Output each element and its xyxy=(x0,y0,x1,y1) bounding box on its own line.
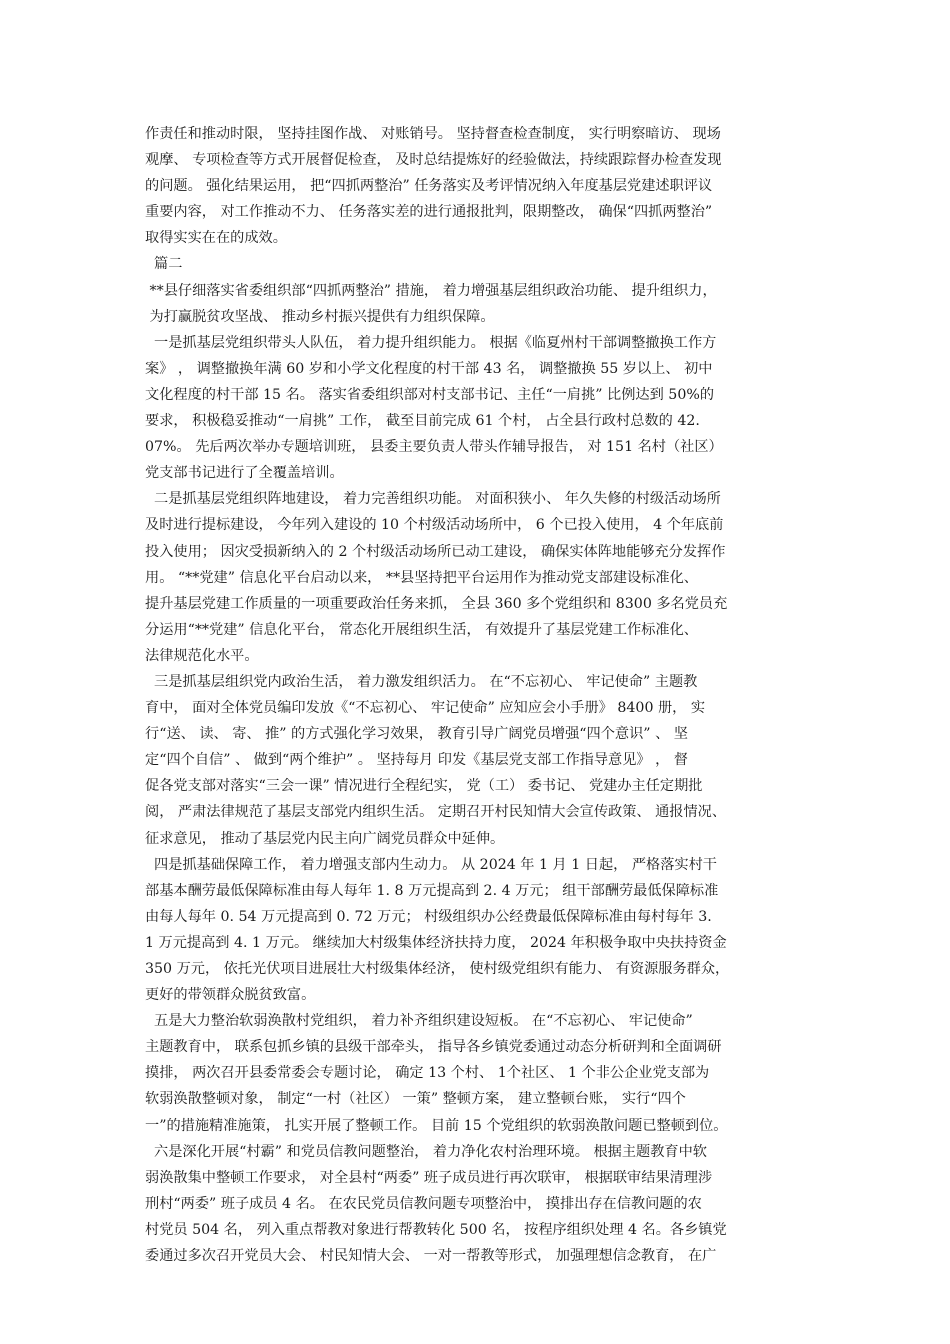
text-line: 主题教育中， 联系包抓乡镇的县级干部牵头， 指导各乡镇党委通过动态分析研判和全面调研 xyxy=(145,1039,722,1056)
text-line: 促各党支部对落实“三会一课” 情况进行全程纪实， 党（工） 委书记、 党建办主任定期批 xyxy=(145,778,703,795)
text-line: 取得实实在在的成效。 xyxy=(145,230,287,247)
text-line: 定“四个自信” 、 做到“两个维护” 。 坚持每月 印发《基层党支部工作指导意见》 ， 督 xyxy=(145,752,688,769)
text-line: 刑村“两委” 班子成员 4 名。 在农民党员信教问题专项整治中， 摸排出存在信教问题的农 xyxy=(145,1195,702,1212)
text-line: 更好的带领群众脱贫致富。 xyxy=(145,987,316,1004)
text-line: 软弱涣散整顿对象， 制定“一村（社区） 一策” 整顿方案， 建立整顿台账， 实行“四个 xyxy=(145,1091,686,1108)
text-line: 一是抓基层党组织带头人队伍， 着力提升组织能力。 根据《临夏州村干部调整撤换工作方 xyxy=(145,334,717,351)
text-line: 三是抓基层组织党内政治生活， 着力激发组织活力。 在“不忘初心、 牢记使命” 主题教 xyxy=(145,673,698,690)
text-line: 六是深化开展“村霸” 和党员信教问题整治， 着力净化农村治理环境。 根据主题教育中软 xyxy=(145,1143,707,1160)
text-line: 提升基层党建工作质量的一项重要政治任务来抓， 全县 360 多个党组织和 8300 多名党员充 xyxy=(145,595,728,612)
text-line: 1 万元提高到 4. 1 万元。 继续加大村级集体经济扶持力度， 2024 年积极争取中央扶持资金 xyxy=(145,934,727,951)
text-line: 四是抓基础保障工作， 着力增强支部内生动力。 从 2024 年 1 月 1 日起， 严格落实村干 xyxy=(145,856,717,873)
text-line: 摸排， 两次召开县委常委会专题讨论， 确定 13 个村、 1个社区、 1 个非公企业党支部为 xyxy=(145,1065,710,1082)
text-line: 村党员 504 名， 列入重点帮教对象进行帮教转化 500 名， 按程序组织处理 4 名。各乡镇党 xyxy=(145,1221,727,1238)
text-line: 350 万元， 依托光伏项目进展壮大村级集体经济， 使村级党组织有能力、 有资源服务群众， xyxy=(145,961,730,977)
text-line: 五是大力整治软弱涣散村党组织， 着力补齐组织建设短板。 在“不忘初心、 牢记使命” xyxy=(145,1013,693,1030)
text-line: 部基本酬劳最低保障标准由每人每年 1. 8 万元提高到 2. 4 万元； 组干部酬劳最低保障标准 xyxy=(145,882,719,899)
text-line: 投入使用； 因灾受损新纳入的 2 个村级活动场所已动工建设， 确保实体阵地能够充分发挥作 xyxy=(145,543,726,560)
text-line: 文化程度的村干部 15 名。 落实省委组织部对村支部书记、主任“一肩挑” 比例达到 50%的 xyxy=(145,386,715,403)
text-line: 征求意见， 推动了基层党内民主向广阔党员群众中延伸。 xyxy=(145,830,505,847)
text-line: 用。 “**党建” 信息化平台启动以来， **县坚持把平台运用作为推动党支部建设标准化、 xyxy=(145,569,698,586)
text-line: 的问题。 强化结果运用， 把“四抓两整治” 任务落实及考评情况纳入年度基层党建述职评议 xyxy=(145,178,713,195)
text-line: 阅， 严肃法律规范了基层支部党内组织生活。 定期召开村民知情大会宣传政策、 通报情况、 xyxy=(145,804,727,821)
text-line: 行“送、 读、 寄、 推” 的方式强化学习效果， 教育引导广阔党员增强“四个意识” 、 坚 xyxy=(145,726,688,743)
text-line: 二是抓基层党组织阵地建设， 着力完善组织功能。 对面积狭小、 年久失修的村级活动场所 xyxy=(145,491,721,508)
text-line: 观摩、 专项检查等方式开展督促检查， 及时总结提炼好的经验做法，持续跟踪督办检查发现 xyxy=(145,152,722,169)
text-line: 分运用“**党建” 信息化平台， 常态化开展组织生活， 有效提升了基层党建工作标准化、 xyxy=(145,621,698,638)
text-line: 要求， 积极稳妥推动“一肩挑” 工作， 截至目前完成 61 个村， 占全县行政村总数的 42. xyxy=(145,413,700,430)
text-line: 一”的措施精准施策， 扎实开展了整顿工作。 目前 15 个党组织的软弱涣散问题已整顿到位。 xyxy=(145,1117,728,1134)
text-line: 弱涣散集中整顿工作要求， 对全县村“两委” 班子成员进行再次联审， 根据联审结果清理涉 xyxy=(145,1169,713,1186)
text-line: 篇二 xyxy=(145,256,183,273)
text-line: 育中， 面对全体党员编印发放《“不忘初心、 牢记使命” 应知应会小手册》 8400 册， 实 xyxy=(145,700,706,717)
body-text xyxy=(145,121,810,1269)
text-line: 重要内容， 对工作推动不力、 任务落实差的进行通报批判，限期整改， 确保“四抓两整治” xyxy=(145,204,713,221)
text-line: 为打赢脱贫攻坚战、 推动乡村振兴提供有力组织保障。 xyxy=(145,308,495,325)
text-line: 法律规范化水平。 xyxy=(145,647,259,664)
text-line: 及时进行提标建设， 今年列入建设的 10 个村级活动场所中， 6 个已投入使用， 4 个年底前 xyxy=(145,517,724,534)
text-line: **县仔细落实省委组织部“四抓两整治” 措施， 着力增强基层组织政治功能、 提升组织力， xyxy=(145,282,717,299)
text-line: 委通过多次召开党员大会、 村民知情大会、 一对一帮教等形式， 加强理想信念教育， 在广 xyxy=(145,1248,717,1265)
text-line: 07%。 先后两次举办专题培训班， 县委主要负责人带头作辅导报告， 对 151 名村（社区） xyxy=(145,439,723,456)
text-line: 由每人每年 0. 54 万元提高到 0. 72 万元； 村级组织办公经费最低保障标准由每村每年 3. xyxy=(145,908,712,925)
text-line: 作责任和推动时限， 坚持挂图作战、 对账销号。 坚持督查检查制度， 实行明察暗访、 现场 xyxy=(145,126,721,142)
text-line: 党支部书记进行了全覆盖培训。 xyxy=(145,465,344,482)
text-line: 案》 ， 调整撤换年满 60 岁和小学文化程度的村干部 43 名， 调整撤换 55 岁以上、 初中 xyxy=(145,360,713,377)
